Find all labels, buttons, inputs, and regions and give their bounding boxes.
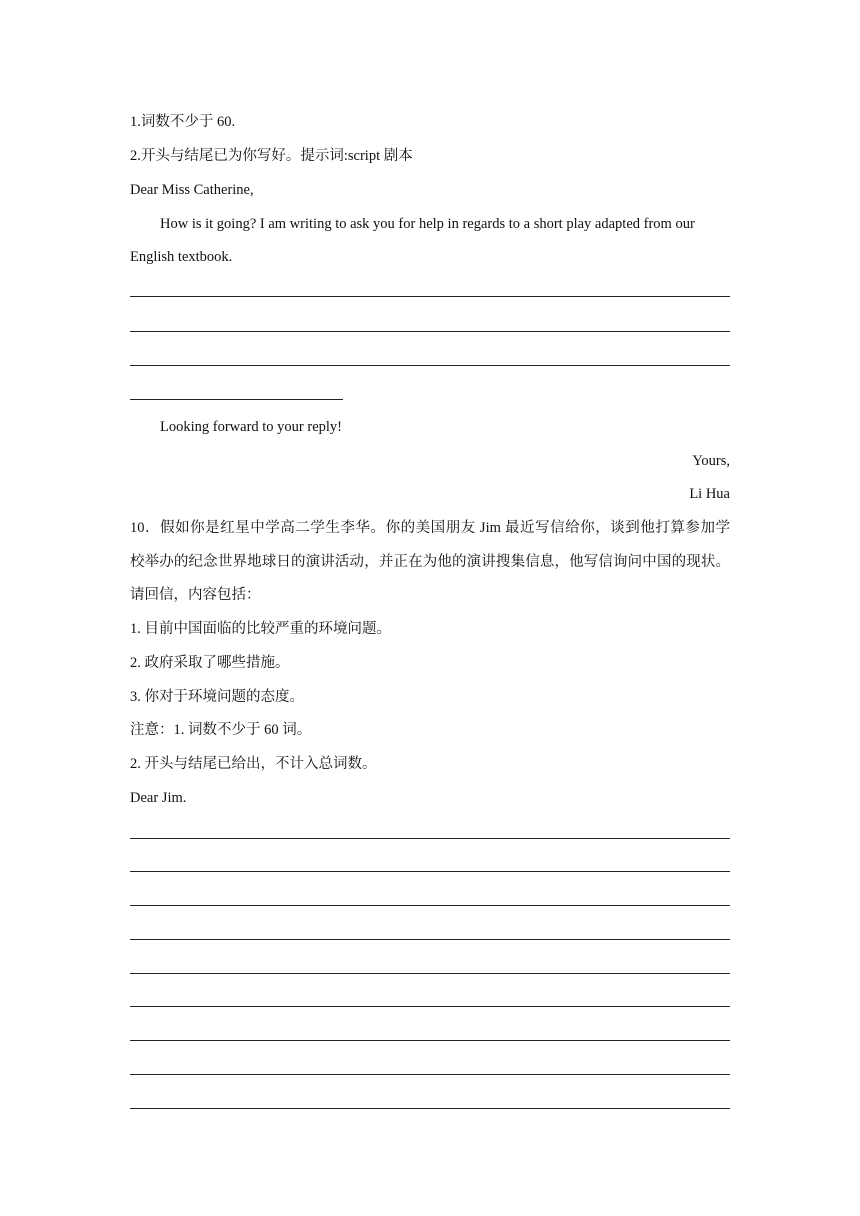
task9-requirement-1: 1.词数不少于 60.	[130, 114, 236, 130]
task10-salutation: Dear Jim.	[130, 790, 187, 806]
task9-answer-line[interactable]	[130, 365, 730, 366]
task9-requirement-2: 2.开头与结尾已为你写好。提示词:script 剧本	[130, 148, 413, 164]
task9-answer-line-short[interactable]	[130, 399, 343, 400]
task10-note-2: 2. 开头与结尾已给出，不计入总词数。	[130, 756, 377, 772]
task10-answer-line[interactable]	[130, 1006, 730, 1007]
task10-answer-line[interactable]	[130, 939, 730, 940]
task9-opening-line-1: How is it going? I am writing to ask you for help in regards to a short play adapted from our	[160, 216, 695, 232]
task10-prompt-line-1: 10．假如你是红星中学高二学生李华。你的美国朋友 Jim 最近写信给你，谈到他打算参加学	[130, 520, 730, 536]
task10-answer-line[interactable]	[130, 973, 730, 974]
task10-note-1: 注意：1. 词数不少于 60 词。	[130, 722, 312, 738]
task9-salutation: Dear Miss Catherine,	[130, 182, 254, 198]
task9-opening-line-2: English textbook.	[130, 249, 233, 265]
task10-point-1: 1. 目前中国面临的比较严重的环境问题。	[130, 621, 391, 637]
task10-answer-line[interactable]	[130, 1108, 730, 1109]
task10-point-2: 2. 政府采取了哪些措施。	[130, 655, 290, 671]
task10-point-3: 3. 你对于环境问题的态度。	[130, 689, 304, 705]
task9-closing: Looking forward to your reply!	[160, 419, 343, 435]
task9-answer-line[interactable]	[130, 331, 730, 332]
task10-answer-line[interactable]	[130, 1074, 730, 1075]
task10-answer-line[interactable]	[130, 1040, 730, 1041]
task10-answer-line[interactable]	[130, 838, 730, 839]
task9-signoff: Yours,	[692, 453, 730, 469]
task10-answer-line[interactable]	[130, 905, 730, 906]
task10-prompt-line-3: 请回信，内容包括：	[130, 587, 261, 603]
task9-answer-line[interactable]	[130, 296, 730, 297]
task9-signature: Li Hua	[689, 486, 730, 502]
task10-answer-line[interactable]	[130, 871, 730, 872]
task10-prompt-line-2: 校举办的纪念世界地球日的演讲活动，并正在为他的演讲搜集信息，他写信询问中国的现状。	[130, 554, 730, 570]
